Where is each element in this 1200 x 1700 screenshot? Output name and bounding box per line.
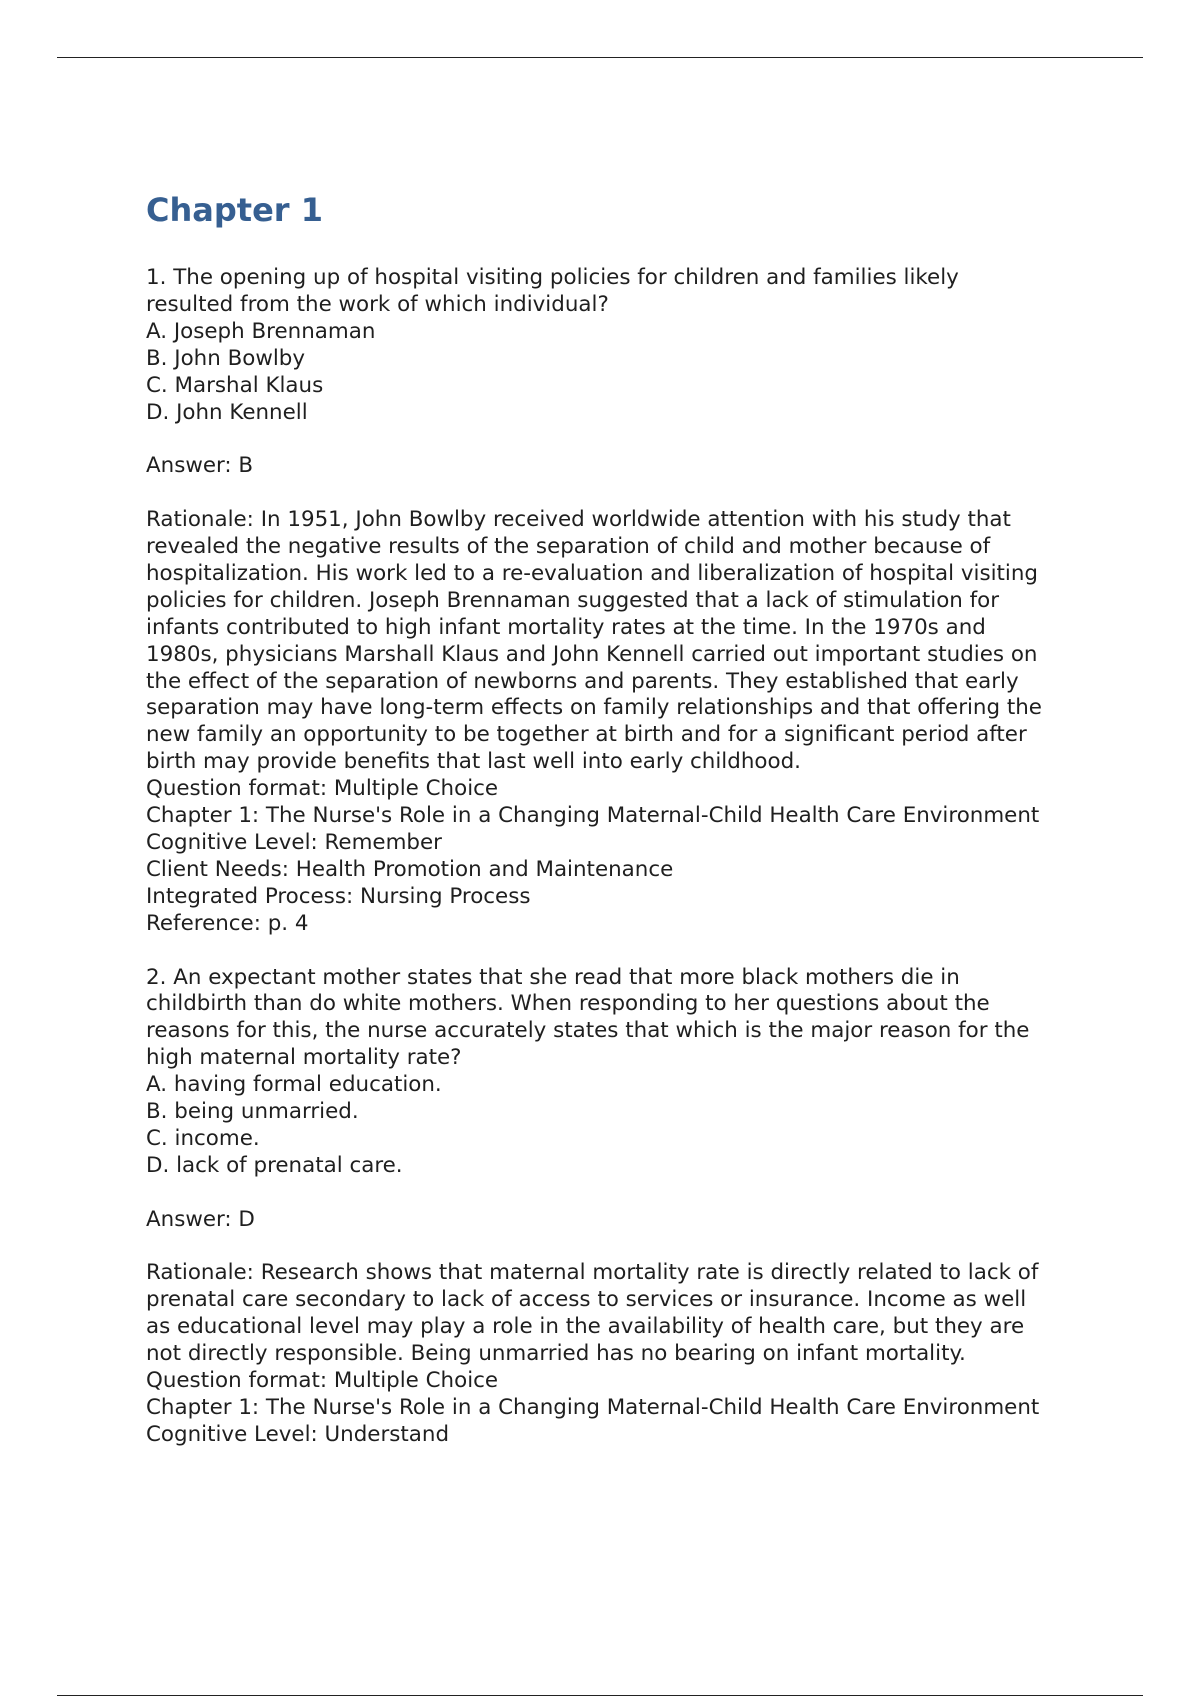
question-2-option-c: C. income. <box>146 1125 260 1151</box>
question-1-option-b: B. John Bowlby <box>146 345 306 371</box>
question-1-option-a: A. Joseph Brennaman <box>146 318 376 344</box>
chapter-title: Chapter 1 <box>146 191 323 229</box>
question-2-rationale-line: prenatal care secondary to lack of access to services or insurance. Income as well <box>146 1287 1027 1313</box>
question-1-rationale-line: 1980s, physicians Marshall Klaus and John Kennell carried out important studies on <box>146 641 1038 667</box>
question-1 <box>146 265 1146 938</box>
question-1-chapter: Chapter 1: The Nurse's Role in a Changing Maternal-Child Health Care Environment <box>146 803 1040 829</box>
question-1-rationale-line: infants contributed to high infant mortality rates at the time. In the 1970s and <box>146 614 986 640</box>
question-1-rationale-line: revealed the negative results of the separation of child and mother because of <box>146 534 991 560</box>
question-1-rationale-line: new family an opportunity to be together at birth and for a significant period after <box>146 722 1027 748</box>
question-1-reference: Reference: p. 4 <box>146 910 309 936</box>
question-1-option-c: C. Marshal Klaus <box>146 372 324 398</box>
question-1-text-line: resulted from the work of which individual? <box>146 291 609 317</box>
question-2-option-a: A. having formal education. <box>146 1072 442 1098</box>
question-1-rationale-line: the effect of the separation of newborns and parents. They established that early <box>146 668 1019 694</box>
question-1-rationale-line: separation may have long-term effects on family relationships and that offering the <box>146 695 1042 721</box>
question-2-option-b: B. being unmarried. <box>146 1099 359 1125</box>
question-1-text-line: 1. The opening up of hospital visiting policies for children and families likely <box>146 265 959 290</box>
header-rule <box>57 57 1143 58</box>
question-1-format: Question format: Multiple Choice <box>146 776 499 802</box>
question-2-text-line: high maternal mortality rate? <box>146 1045 462 1071</box>
question-2 <box>146 965 1146 1449</box>
question-1-cognitive-level: Cognitive Level: Remember <box>146 830 442 855</box>
footer-rule <box>57 1695 1143 1696</box>
question-2-format: Question format: Multiple Choice <box>146 1368 499 1394</box>
question-1-rationale-line: hospitalization. His work led to a re-evaluation and liberalization of hospital visiting <box>146 560 1038 586</box>
question-1-rationale-line: policies for children. Joseph Brennaman suggested that a lack of stimulation for <box>146 587 1000 613</box>
question-2-text-line: 2. An expectant mother states that she read that more black mothers die in <box>146 964 960 990</box>
question-1-answer: Answer: B <box>146 453 254 479</box>
question-2-text-line: childbirth than do white mothers. When responding to her questions about the <box>146 991 990 1017</box>
question-2-text-line: reasons for this, the nurse accurately states that which is the major reason for the <box>146 1018 1030 1044</box>
question-1-integrated-process: Integrated Process: Nursing Process <box>146 883 531 909</box>
question-2-answer: Answer: D <box>146 1206 255 1232</box>
question-2-rationale-line: not directly responsible. Being unmarried has no bearing on infant mortality. <box>146 1341 966 1367</box>
question-2-chapter: Chapter 1: The Nurse's Role in a Changing Maternal-Child Health Care Environment <box>146 1394 1040 1420</box>
question-1-option-d: D. John Kennell <box>146 399 308 425</box>
page-content <box>146 190 1146 1449</box>
question-2-rationale-line: Rationale: Research shows that maternal mortality rate is directly related to lack of <box>146 1260 1039 1286</box>
question-1-rationale-line: birth may provide benefits that last well into early childhood. <box>146 749 801 775</box>
question-2-cognitive-level: Cognitive Level: Understand <box>146 1421 450 1447</box>
question-2-option-d: D. lack of prenatal care. <box>146 1152 403 1178</box>
question-1-rationale-line: Rationale: In 1951, John Bowlby received worldwide attention with his study that <box>146 507 1011 533</box>
question-1-client-needs: Client Needs: Health Promotion and Maintenance <box>146 856 674 882</box>
question-2-rationale-line: as educational level may play a role in the availability of health care, but they are <box>146 1314 1025 1340</box>
